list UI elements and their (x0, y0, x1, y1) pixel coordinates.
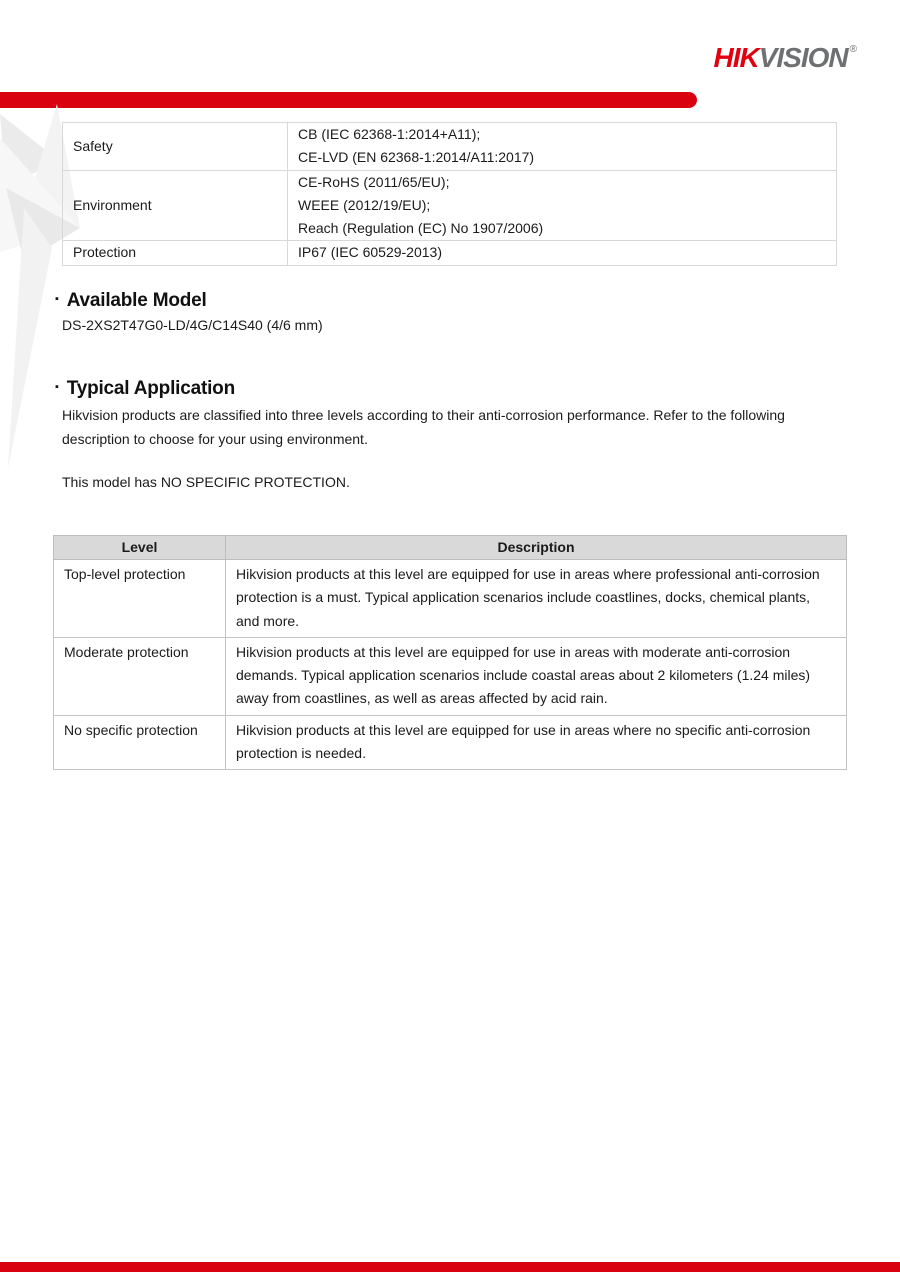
typical-application-heading (55, 378, 235, 400)
heading-text: Typical Application (66, 378, 235, 399)
spec-value-line: WEEE (2012/19/EU); (298, 196, 431, 213)
spec-values (288, 123, 837, 171)
application-intro-paragraph: Hikvision products are classified into three levels according to their anti-corrosion performance. Refer to the following description to choose for your using environment. (62, 407, 785, 447)
logo-vision-text: VISION (758, 42, 848, 73)
description-cell: Hikvision products at this level are equipped for use in areas where no specific anti-corrosion protection is needed. (226, 715, 847, 770)
table-row (54, 637, 847, 715)
spec-values (288, 170, 837, 241)
table-row (63, 241, 837, 265)
spec-values (288, 241, 837, 265)
heading-text: Available Model (66, 290, 207, 311)
certification-table (62, 122, 837, 266)
level-cell: No specific protection (54, 715, 226, 770)
square-bullet-icon: ▪ (55, 293, 59, 305)
level-cell: Top-level protection (54, 560, 226, 638)
spec-value-line: IP67 (IEC 60529-2013) (298, 244, 442, 261)
registered-trademark-icon: ® (849, 44, 857, 55)
header-red-bar (0, 92, 697, 108)
table-row (54, 560, 847, 638)
square-bullet-icon: ▪ (55, 381, 59, 393)
table-row (54, 715, 847, 770)
table-row (63, 123, 837, 171)
spec-label: Protection (63, 241, 288, 265)
available-model-heading (55, 290, 207, 312)
spec-value-line: CB (IEC 62368-1:2014+A11); (298, 126, 481, 142)
column-header-level: Level (54, 536, 226, 560)
description-cell: Hikvision products at this level are equipped for use in areas where professional anti-corrosion protection is a must. Typical application scenarios include coastlines, docks, chemical plants, and more. (226, 560, 847, 638)
column-header-description: Description (226, 536, 847, 560)
logo-hik-text: HIK (713, 42, 759, 73)
protection-note: This model has NO SPECIFIC PROTECTION. (62, 474, 350, 490)
spec-label: Safety (63, 123, 288, 171)
spec-value-line: CE-LVD (EN 62368-1:2014/A11:2017) (298, 149, 535, 166)
footer-red-bar (0, 1262, 900, 1272)
table-header-row (54, 536, 847, 560)
model-number: DS-2XS2T47G0-LD/4G/C14S40 (4/6 mm) (62, 317, 323, 333)
hikvision-logo (713, 42, 857, 74)
protection-level-table (53, 535, 847, 770)
spec-label: Environment (63, 170, 288, 241)
level-cell: Moderate protection (54, 637, 226, 715)
spec-value-line: Reach (Regulation (EC) No 1907/2006) (298, 220, 544, 237)
spec-value-line: CE-RoHS (2011/65/EU); (298, 173, 450, 190)
description-cell: Hikvision products at this level are equipped for use in areas with moderate anti-corrosion demands. Typical application scenarios include coastal areas about 2 kilometers (1.24 miles) away from coastlines, as well as areas affected by acid rain. (226, 637, 847, 715)
table-row (63, 170, 837, 241)
